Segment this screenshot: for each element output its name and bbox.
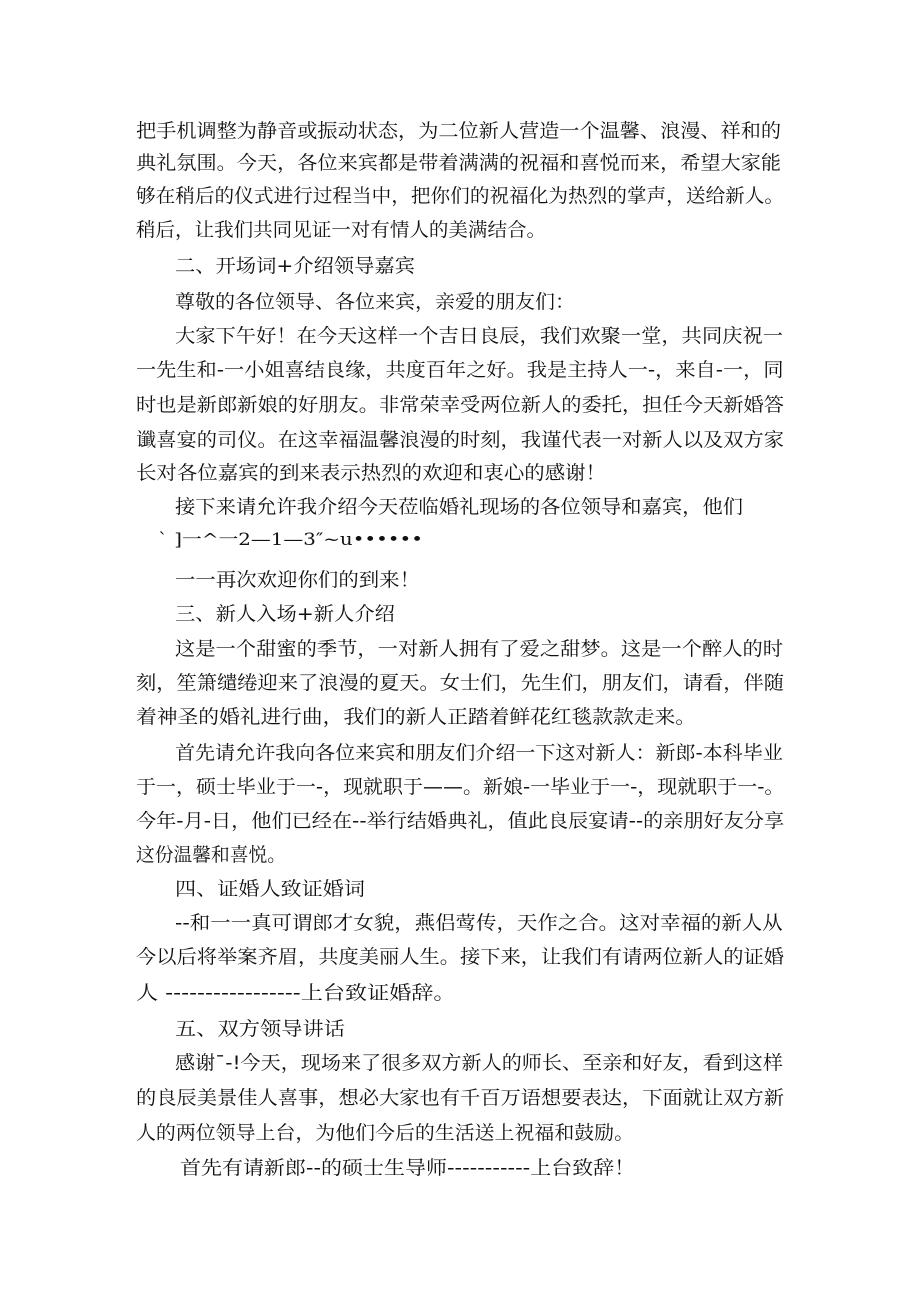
text-line: 典礼氛围。今天，各位来宾都是带着满满的祝福和喜悦而来，希望大家能 — [136, 152, 782, 174]
section-heading: 三、新人入场+新人介绍 — [175, 603, 395, 625]
text-line: 人 -----------------上台致证婚辞。 — [136, 982, 456, 1004]
text-line: 刻，笙箫缱绻迎来了浪漫的夏天。女士们，先生们，朋友们，请看，伴随 — [136, 672, 785, 694]
text-line: 时也是新郎新娘的好朋友。非常荣幸受两位新人的委托，担任今天新婚答 — [136, 394, 785, 416]
text-line: 接下来请允许我介绍今天莅临婚礼现场的各位领导和嘉宾，他们 — [175, 496, 744, 518]
text-line: 今以后将举案齐眉，共度美丽人生。接下来，让我们有请两位新人的证婚 — [136, 946, 785, 968]
text-line: 长对各位嘉宾的到来表示热烈的欢迎和衷心的感谢！ — [136, 462, 607, 484]
text-line: 一一再次欢迎你们的到来！ — [175, 569, 421, 591]
text-line: 这是一个甜蜜的季节，一对新人拥有了爱之甜梦。这是一个醉人的时 — [175, 638, 784, 660]
text-line: --和一一真可谓郎才女貌，燕侣莺传，天作之合。这对幸福的新人从 — [175, 912, 783, 934]
text-line: 这份温馨和喜悦。 — [136, 844, 287, 866]
text-line: 今年-月-日，他们已经在--举行结婚典礼，值此良辰宴请--的亲朋好友分享 — [136, 810, 785, 832]
text-line: 首先有请新郎--的硕士生导师-----------上台致辞！ — [180, 1157, 636, 1179]
text-line: 大家下午好！在今天这样一个吉日良辰，我们欢聚一堂，共同庆祝一 — [175, 325, 784, 347]
garbled-line: ˋ ]一^一2—1—3″~u•••••• — [158, 530, 423, 550]
text-line: 谶喜宴的司仪。在这幸福温馨浪漫的时刻，我谨代表一对新人以及双方家 — [136, 429, 785, 451]
text-line: 于一，硕士毕业于一-，现就职于——。新娘-一毕业于一-，现就职于一-。 — [136, 776, 785, 798]
text-line: 稍后，让我们共同见证一对有情人的美满结合。 — [136, 219, 547, 241]
section-heading: 二、开场词+介绍领导嘉宾 — [175, 255, 415, 277]
text-line: 首先请允许我向各位来宾和朋友们介绍一下这对新人：新郎-本科毕业 — [175, 742, 783, 764]
text-line: 感谢ˉ-!今天，现场来了很多双方新人的师长、至亲和好友，看到这样 — [175, 1052, 783, 1074]
text-line: 着神圣的婚礼进行曲，我们的新人正踏着鲜花红毯款款走来。 — [136, 706, 697, 728]
text-line: 够在稍后的仪式进行过程当中，把你们的祝福化为热烈的掌声，送给新人。 — [136, 185, 785, 207]
section-heading: 五、双方领导讲话 — [175, 1018, 346, 1040]
text-line: 的良辰美景佳人喜事，想必大家也有千百万语想要表达，下面就让双方新 — [136, 1087, 785, 1109]
text-line: 一先生和-一小姐喜结良缘，共度百年之好。我是主持人一-，来自-一，同 — [136, 359, 784, 381]
text-line: 把手机调整为静音或振动状态，为二位新人营造一个温馨、浪漫、祥和的 — [136, 120, 782, 142]
section-heading: 四、证婚人致证婚词 — [175, 878, 366, 900]
salutation: 尊敬的各位领导、各位来宾，亲爱的朋友们： — [175, 291, 576, 313]
text-line: 人的两位领导上台，为他们今后的生活送上祝福和鼓励。 — [136, 1122, 635, 1144]
